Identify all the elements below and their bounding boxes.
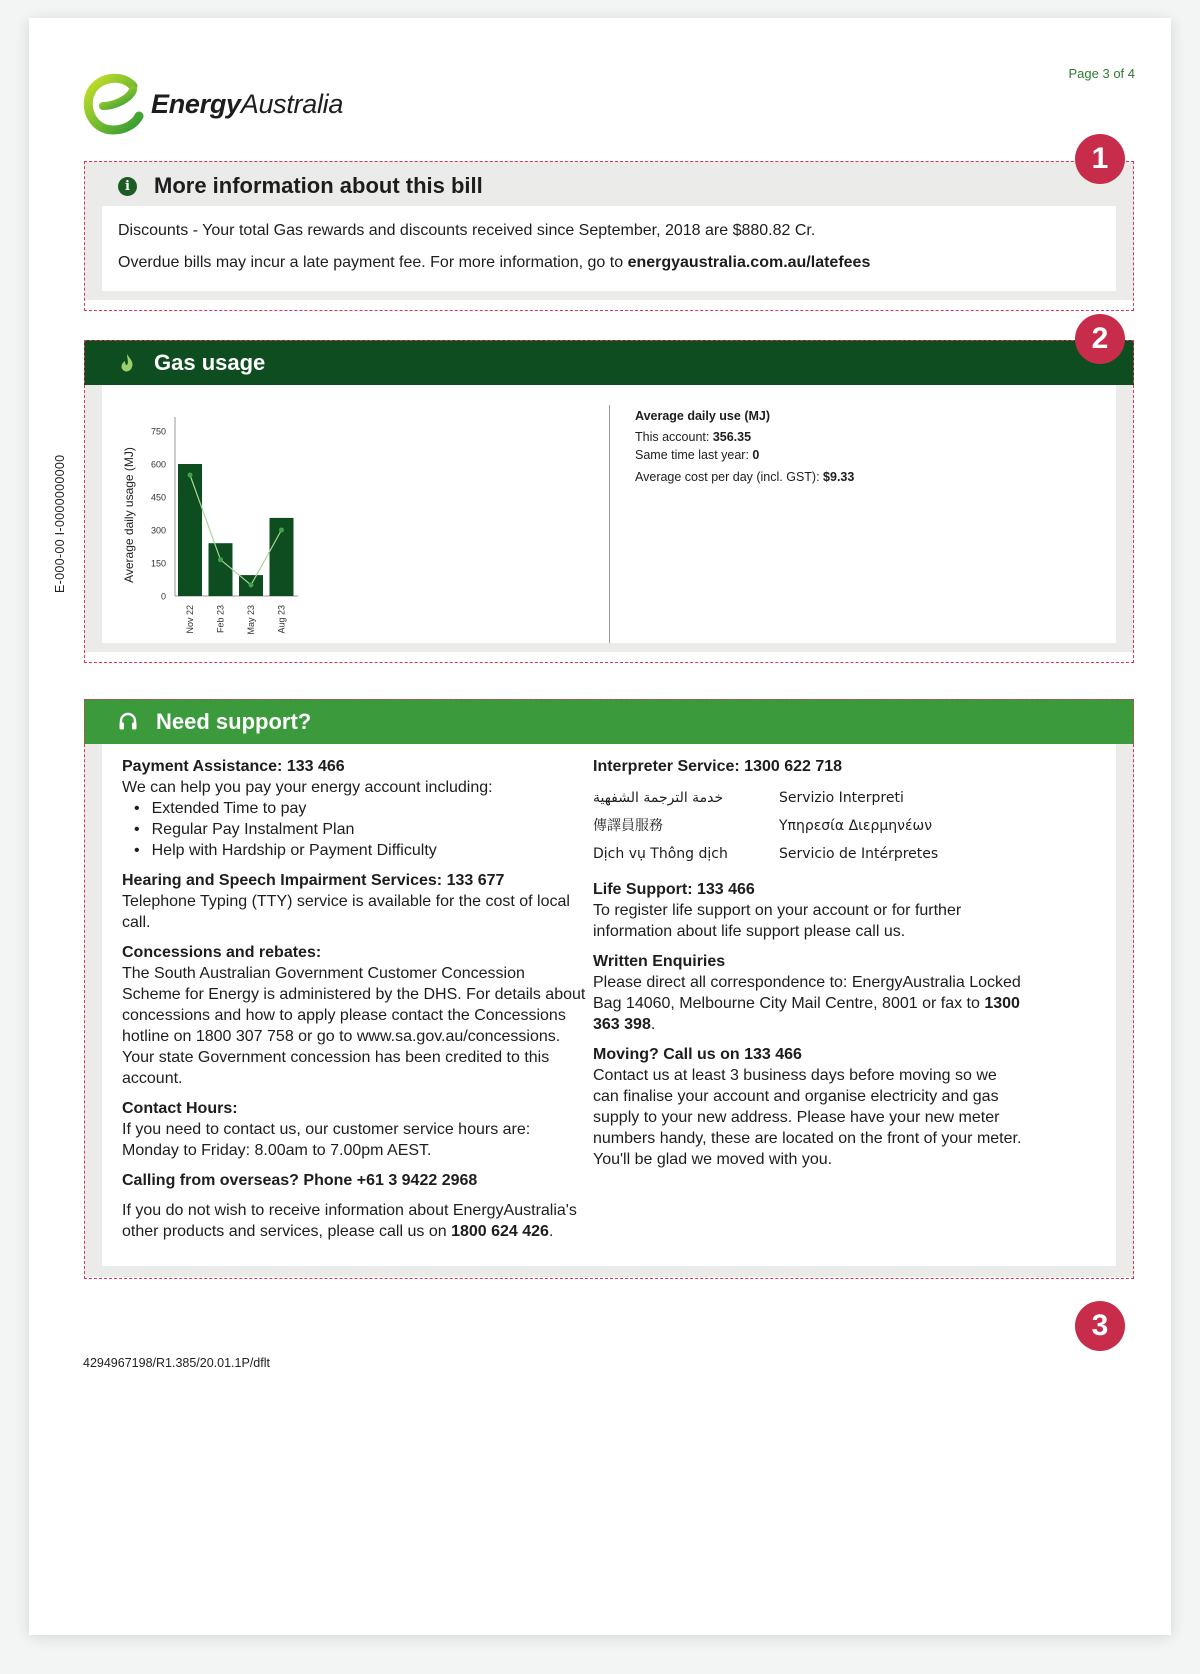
gas-usage-header: [84, 340, 1134, 385]
overdue-sentence: Overdue bills may incur a late payment fee. For more information, go to: [118, 254, 628, 271]
overseas-heading: Calling from overseas? Phone +61 3 9422 2968: [122, 1172, 478, 1189]
concessions-heading: Concessions and rebates:: [122, 944, 322, 961]
life-support-heading: Life Support: 133 466: [593, 881, 755, 898]
usage-chart: [102, 385, 602, 643]
written-text: Please direct all correspondence to: EnergyAustralia Locked Bag 14060, Melbourne City Mail Centre, 8001 or fax to 1300 363 398.: [593, 974, 1021, 1033]
overdue-text: [118, 252, 870, 273]
footer-reference-code: 4294967198/R1.385/20.01.1P/dflt: [83, 1356, 270, 1370]
hearing-text: Telephone Typing (TTY) service is available for the cost of local call.: [122, 893, 570, 931]
y-tick-label: 450: [150, 492, 166, 503]
support-panel: [102, 744, 1116, 1266]
support-section: [84, 699, 1134, 1277]
usage-bar: [209, 543, 233, 596]
language-greek: Υπηρεσία Διερμηνέων: [779, 818, 933, 834]
support-title: Need support?: [156, 708, 312, 734]
payment-item: • Regular Pay Instalment Plan: [134, 819, 587, 840]
trend-line: [190, 475, 282, 585]
stats-last-year: Same time last year: 0: [635, 448, 760, 462]
interpreter-heading: Interpreter Service: 1300 622 718: [593, 758, 843, 775]
language-vietnamese: Dịch vụ Thông dịch: [593, 846, 728, 862]
headset-icon: [118, 712, 138, 732]
usage-bar: [178, 464, 202, 596]
x-tick-label: May 23: [246, 605, 256, 635]
language-arabic: خدمة الترجمة الشفهية: [593, 790, 724, 806]
payment-item: • Extended Time to pay: [134, 798, 587, 819]
support-header: [84, 699, 1134, 744]
x-tick-label: Aug 23: [276, 605, 287, 634]
more-info-panel: [102, 206, 1116, 291]
stats-this-account: This account: 356.35: [635, 430, 752, 444]
stats-avg-cost: Average cost per day (incl. GST): $9.33: [635, 470, 855, 484]
callout-marker-1: 1: [1075, 134, 1125, 184]
language-chinese: 傳譯員服務: [593, 818, 663, 834]
optout-text: If you do not wish to receive information about EnergyAustralia's other products and services, please call us on 1800 624 426.: [122, 1202, 577, 1240]
bill-page: [29, 18, 1171, 1635]
discounts-text: Discounts - Your total Gas rewards and discounts received since September, 2018 are $880.82 Cr.: [118, 222, 816, 239]
life-support-text: To register life support on your account or for further information about life support please call us.: [593, 902, 962, 940]
logo-swirl-icon: [83, 72, 145, 136]
hearing-heading: Hearing and Speech Impairment Services: 133 677: [122, 872, 505, 889]
hours-text: If you need to contact us, our customer service hours are: Monday to Friday: 8.00am to 7.00pm AEST.: [122, 1121, 531, 1159]
gas-usage-panel: [102, 385, 1116, 643]
language-italian: Servizio Interpreti: [779, 790, 904, 806]
more-info-title: More information about this bill: [154, 173, 483, 198]
trend-point: [218, 557, 223, 562]
info-icon: i: [118, 177, 137, 196]
y-tick-label: 150: [150, 558, 166, 569]
stats-heading: Average daily use (MJ): [635, 409, 771, 423]
support-left-column: [122, 756, 587, 1242]
payment-item: • Help with Hardship or Payment Difficulty: [134, 840, 587, 861]
callout-marker-3: 3: [1075, 1301, 1125, 1351]
more-info-section: [84, 161, 1134, 300]
usage-stats: [635, 407, 854, 486]
gas-usage-title: Gas usage: [154, 349, 266, 375]
y-tick-label: 600: [150, 459, 166, 470]
trend-point: [279, 528, 284, 533]
page-number: Page 3 of 4: [1068, 66, 1135, 81]
payment-list: [122, 798, 587, 861]
side-reference-code: E-000-00 I-0000000000: [53, 454, 67, 593]
support-right-column: [593, 756, 1023, 1170]
optout-number: 1800 624 426: [451, 1223, 549, 1240]
concessions-text: The South Australian Government Customer Concession Scheme for Energy is administered by the DHS. For details about concessions and how to apply please contact the Concessions hotline on 1800 307 758 or go to www.sa.gov.au/concessions. Your state Government concession has been credited to this account.: [122, 965, 586, 1087]
callout-marker-2: 2: [1075, 314, 1125, 364]
gas-usage-section: [84, 340, 1134, 652]
y-tick-label: 300: [150, 525, 166, 536]
more-info-heading: [118, 173, 483, 199]
interpreter-languages: [593, 788, 1023, 865]
chart-divider: [609, 405, 610, 643]
payment-text: We can help you pay your energy account including:: [122, 779, 493, 796]
brand-wordmark: EnergyAustralia: [151, 88, 344, 119]
y-tick-label: 750: [150, 426, 166, 437]
payment-heading: Payment Assistance: 133 466: [122, 758, 345, 775]
latefees-link[interactable]: energyaustralia.com.au/latefees: [627, 254, 871, 271]
moving-heading: Moving? Call us on 133 466: [593, 1046, 802, 1063]
y-axis-label: Average daily usage (MJ): [122, 447, 136, 583]
trend-point: [188, 473, 193, 478]
trend-point: [249, 583, 254, 588]
x-tick-label: Nov 22: [185, 605, 195, 634]
y-tick-label: 0: [160, 591, 166, 602]
moving-text: Contact us at least 3 business days before moving so we can finalise your account and organise electricity and gas supply to your new address. Please have your new meter numbers handy, these are located on the front of your meter. You'll be glad we moved with you.: [593, 1067, 1022, 1168]
flame-icon: [118, 353, 136, 373]
x-tick-label: Feb 23: [215, 605, 226, 634]
language-spanish: Servicio de Intérpretes: [779, 846, 939, 862]
fax-number: 1300 363 398: [593, 995, 1020, 1033]
written-heading: Written Enquiries: [593, 953, 726, 970]
energyaustralia-logo: [83, 67, 363, 141]
hours-heading: Contact Hours:: [122, 1100, 238, 1117]
